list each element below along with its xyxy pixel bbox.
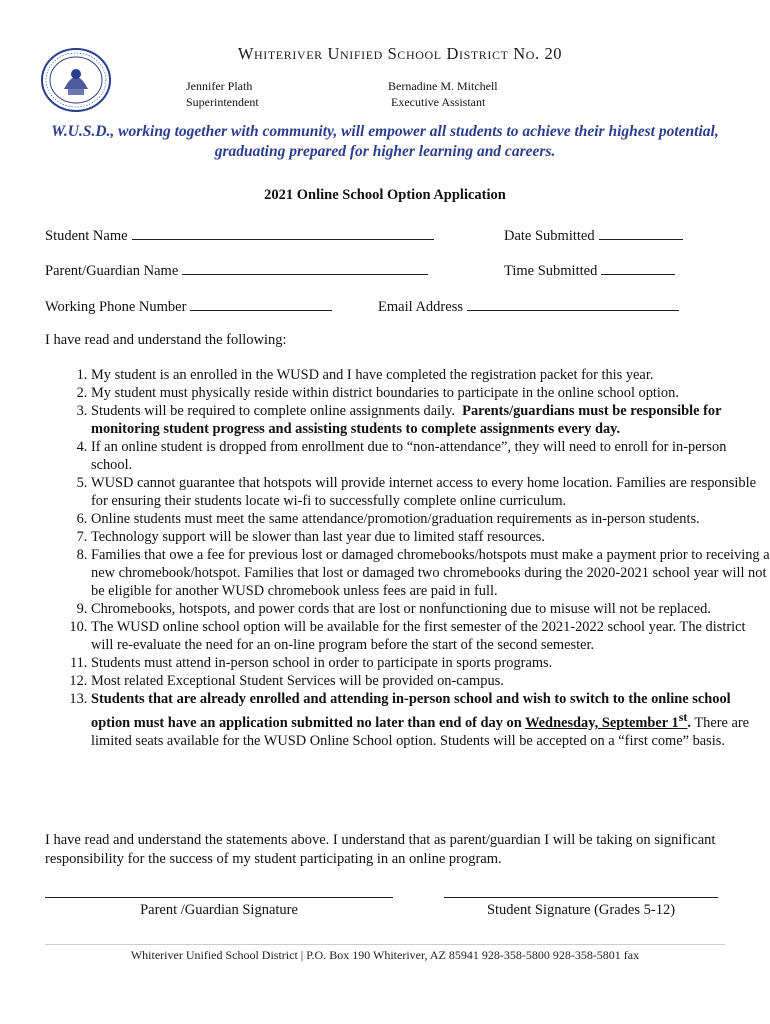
list-item: 2. My student must physically reside within district boundaries to participate in the online school option. — [91, 384, 770, 402]
email-blank[interactable] — [467, 296, 679, 311]
time-submitted-field[interactable] — [504, 260, 675, 280]
deadline-note: There are limited seats available for the WUSD Online School option. Students will be accepted on a “first come” basis. — [91, 714, 750, 749]
district-title: Whiteriver Unified School District No. 20 — [237, 44, 563, 63]
parent-signature-label: Parent /Guardian Signature — [140, 902, 298, 918]
student-name-blank[interactable] — [132, 225, 434, 240]
footer-address: Whiteriver Unified School District | P.O. Box 190 Whiteriver, AZ 85941 928-358-5800 928-358-5801 fax — [130, 948, 640, 962]
time-submitted-label: Time Submitted — [504, 263, 598, 279]
superintendent-name: Jennifer Plath — [186, 79, 253, 93]
mission-statement — [0, 122, 770, 162]
list-item: 9. Chromebooks, hotspots, and power cords that are lost or nonfunctioning due to misuse will not be replaced. — [91, 600, 770, 618]
list-item-deadline: 13. Students that are already enrolled and attending in-person school and wish to switch to the online school option must have an application submitted no later than end of day on Wednesday, September 1st. There are limited seats available for the WUSD Online School option. Students will be accepted on a “first come” basis. — [91, 690, 770, 750]
parent-name-blank[interactable] — [182, 260, 428, 275]
time-submitted-blank[interactable] — [601, 260, 675, 275]
superintendent-block — [186, 78, 259, 110]
assistant-role: Executive Assistant — [391, 95, 486, 109]
terms-list — [45, 366, 770, 750]
list-item: 8. Families that owe a fee for previous lost or damaged chromebooks/hotspots must make a payment prior to receiving a new chromebook/hotspot. Families that lost or damaged two chromebooks during the 2020-2021 school year will not be eligible for another WUSD chromebook unless fees are paid in full. — [91, 546, 770, 600]
date-submitted-label: Date Submitted — [504, 228, 595, 244]
list-item: 11. Students must attend in-person school in order to participate in sports programs. — [91, 654, 770, 672]
student-signature-label: Student Signature (Grades 5-12) — [486, 902, 676, 918]
email-field[interactable] — [378, 296, 679, 316]
parent-signature-line[interactable] — [45, 897, 393, 898]
student-name-field[interactable] — [45, 225, 434, 245]
date-submitted-field[interactable] — [504, 225, 683, 245]
phone-field[interactable] — [45, 296, 332, 316]
intro-text: I have read and understand the following: — [45, 332, 287, 348]
date-submitted-blank[interactable] — [599, 225, 683, 240]
email-label: Email Address — [378, 299, 463, 315]
mission-line-2: graduating prepared for higher learning and careers. — [214, 143, 556, 160]
footer-divider — [45, 944, 725, 945]
list-item: 12. Most related Exceptional Student Services will be provided on-campus. — [91, 672, 770, 690]
superintendent-role: Superintendent — [186, 95, 259, 109]
parent-name-field[interactable] — [45, 260, 428, 280]
acknowledgement-statement: I have read and understand the statements above. I understand that as parent/guardian I will be taking on significant responsibility for the success of my student participating in an online program. — [45, 832, 716, 867]
list-item: 6. Online students must meet the same attendance/promotion/graduation requirements as in-person students. — [91, 510, 770, 528]
parent-name-label: Parent/Guardian Name — [45, 263, 179, 279]
list-item: 1. My student is an enrolled in the WUSD and I have completed the registration packet for this year. — [91, 366, 770, 384]
assistant-block — [388, 78, 498, 110]
phone-blank[interactable] — [190, 296, 332, 311]
student-signature-line[interactable] — [444, 897, 718, 898]
mission-line-1: W.U.S.D., working together with community, will empower all students to achieve their highest potential, — [51, 123, 719, 140]
student-name-label: Student Name — [45, 228, 128, 244]
form-title: 2021 Online School Option Application — [264, 187, 506, 203]
deadline-bold-text: Students that are already enrolled and attending in-person school and wish to switch to the online school option must have an application submitted no later than end of day on — [91, 691, 731, 731]
list-item: 5. WUSD cannot guarantee that hotspots will provide internet access to every home location. Families are responsible for ensuring their students locate wi-fi to successfully complete online curriculum. — [91, 474, 770, 510]
phone-label: Working Phone Number — [45, 299, 187, 315]
assistant-name: Bernadine M. Mitchell — [388, 79, 498, 93]
list-item: 7. Technology support will be slower than last year due to limited staff resources. — [91, 528, 770, 546]
list-item-bold: Parents/guardians must be responsible for monitoring student progress and assisting students to complete assignments every day. — [91, 403, 722, 437]
list-item: 10. The WUSD online school option will be available for the first semester of the 2021-2022 school year. The district will re-evaluate the need for an on-line program before the start of the second semester. — [91, 618, 770, 654]
deadline-date: Wednesday, September 1st — [525, 710, 688, 731]
list-item: 3. Students will be required to complete online assignments daily. Parents/guardians must be responsible for monitoring student progress and assisting students to complete assignments every day. — [91, 402, 770, 438]
list-item: 4. If an online student is dropped from enrollment due to “non-attendance”, they will need to enroll for in-person school. — [91, 438, 770, 474]
